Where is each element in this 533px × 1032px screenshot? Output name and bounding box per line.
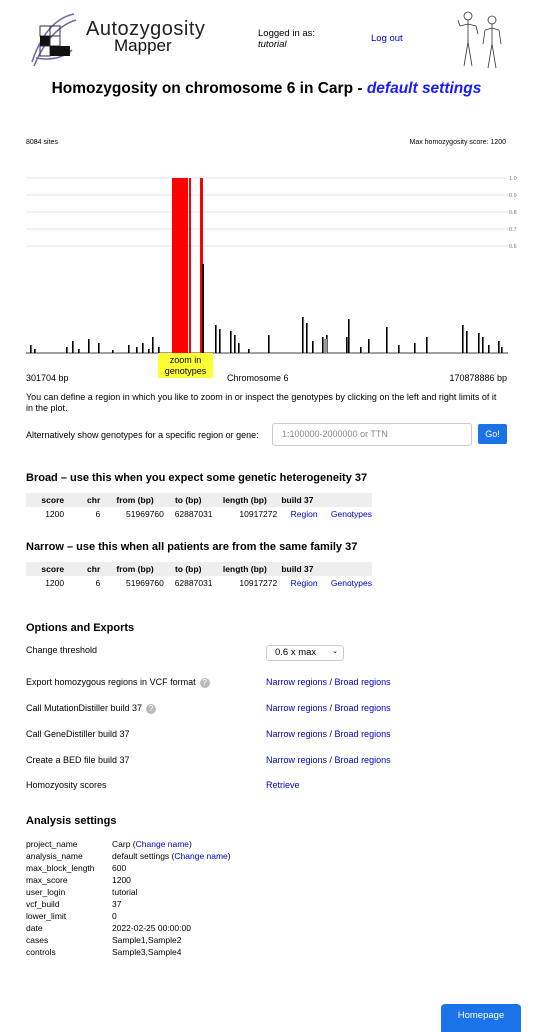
page-title [0, 80, 533, 98]
data-bar [302, 317, 304, 353]
col-chr: chr [72, 562, 106, 576]
data-bar [202, 264, 204, 353]
broad-heading: Broad – use this when you expect some genetic heterogeneity 37 [26, 472, 368, 484]
data-bar [78, 349, 80, 353]
mutationdistiller-row [26, 703, 156, 714]
data-bar [398, 345, 400, 353]
col-build: build 37 [277, 562, 317, 576]
bed-links [266, 755, 391, 765]
data-bar [312, 341, 314, 353]
data-bar [324, 339, 327, 353]
region-link[interactable]: Region [290, 578, 318, 588]
data-bar [234, 335, 236, 353]
broad-regions-link[interactable]: Broad regions [334, 677, 391, 687]
title-settings-name: default settings [366, 80, 482, 97]
key-vcf-build: vcf_build [26, 899, 60, 909]
analysis-heading: Analysis settings [26, 815, 117, 827]
narrow-regions-link[interactable]: Narrow regions [266, 729, 328, 739]
data-bar [248, 349, 250, 353]
key-project-name: project_name [26, 839, 78, 849]
data-bar [478, 333, 480, 353]
mutationdistiller-label: Call MutationDistiller build 37 [26, 703, 143, 713]
login-info [258, 28, 315, 50]
username: tutorial [258, 39, 287, 50]
data-bar [322, 337, 324, 353]
table-row [26, 576, 372, 590]
separator: / [327, 677, 335, 687]
data-bar [88, 339, 90, 353]
genedistiller-links [266, 729, 391, 739]
broad-table [26, 493, 372, 521]
scores-label: Homozyosity scores [26, 780, 107, 790]
narrow-table [26, 562, 372, 590]
col-genotypes [318, 562, 372, 576]
chevron-down-icon: ⌄ [332, 648, 338, 655]
val-cases: Sample1,Sample2 [112, 935, 182, 945]
options-heading: Options and Exports [26, 622, 135, 634]
data-bar [368, 339, 370, 353]
homepage-button[interactable]: Homepage [441, 1004, 521, 1032]
data-bar [462, 325, 464, 353]
data-bar [346, 337, 348, 353]
people-illustration [454, 8, 510, 70]
cell-from: 51969760 [126, 509, 164, 519]
col-from: from (bp) [106, 562, 164, 576]
human-figures-icon [454, 8, 510, 70]
data-bar [488, 345, 490, 353]
change-project-name-link[interactable]: Change name [135, 839, 190, 849]
cell-score: 1200 [45, 509, 65, 519]
analysis-name: default settings [112, 851, 170, 861]
axis-left-bp: 301704 bp [26, 373, 69, 383]
cell-to: 62887031 [174, 509, 213, 519]
val-controls: Sample3,Sample4 [112, 947, 182, 957]
data-bar [215, 325, 217, 353]
cell-to: 62887031 [174, 578, 213, 588]
axis-right-bp: 170878886 bp [449, 373, 507, 383]
retrieve-link[interactable]: Retrieve [266, 780, 300, 790]
val-max-block-length: 600 [112, 863, 127, 873]
threshold-tick-label: 0.8 [509, 210, 517, 216]
data-bar [72, 341, 74, 353]
data-bar [98, 343, 100, 353]
broad-regions-link[interactable]: Broad regions [334, 729, 391, 739]
genotypes-label[interactable]: genotypes [164, 365, 207, 376]
data-bar [501, 347, 503, 353]
scores-links [266, 780, 300, 790]
help-icon[interactable]: ? [146, 704, 156, 714]
val-project-name: Carp (Change name) [112, 839, 192, 849]
data-bar [426, 337, 428, 353]
val-analysis-name: default settings (Change name) [112, 851, 231, 861]
genotypes-link[interactable]: Genotypes [330, 578, 372, 588]
genotypes-link[interactable]: Genotypes [330, 509, 372, 519]
data-bar [112, 350, 114, 353]
homozygosity-plot[interactable] [22, 172, 520, 362]
zoom-genotype-box[interactable] [158, 353, 213, 378]
cell-length: 10917272 [239, 509, 278, 519]
threshold-select[interactable] [266, 645, 344, 661]
change-analysis-name-link[interactable]: Change name [174, 851, 228, 861]
data-bar [360, 347, 362, 353]
val-user-login: tutorial [112, 887, 138, 897]
highlight-region-bar [172, 178, 188, 353]
val-vcf-build: 37 [112, 899, 122, 909]
data-bar [386, 327, 388, 353]
data-bar [230, 331, 232, 353]
cell-chr: 6 [95, 509, 101, 519]
val-max-score: 1200 [112, 875, 131, 885]
threshold-value: 0.6 x max [275, 647, 317, 658]
bed-label: Create a BED file build 37 [26, 755, 130, 765]
key-date: date [26, 923, 43, 933]
axis-chromosome-label: Chromosome 6 [227, 373, 289, 383]
data-bar [66, 347, 68, 353]
plot-description: You can define a region in which you like to zoom in or inspect the genotypes by clicking on the left and right limits of it in the plot. [26, 392, 497, 413]
threshold-tick-label: 0.7 [509, 227, 517, 233]
narrow-heading: Narrow – use this when all patients are from the same family 37 [26, 541, 358, 553]
key-max-score: max_score [26, 875, 68, 885]
key-analysis-name: analysis_name [26, 851, 83, 861]
col-genotypes [318, 493, 372, 507]
logged-in-label: Logged in as: [258, 28, 316, 39]
data-bar [142, 343, 144, 353]
data-bar [34, 349, 36, 353]
zoom-in-label[interactable]: zoom in [169, 355, 202, 365]
cell-score: 1200 [45, 578, 65, 588]
data-bar [238, 343, 240, 353]
col-length: length (bp) [213, 493, 278, 507]
logout-link[interactable]: Log out [371, 33, 403, 44]
data-bar [30, 345, 32, 353]
threshold-tick-label: 1.0 [509, 176, 517, 182]
col-build: build 37 [277, 493, 317, 507]
logo-text-mapper: Mapper [114, 36, 172, 55]
data-bar [152, 337, 154, 353]
separator: / [327, 755, 335, 765]
analysis-settings [26, 838, 326, 963]
threshold-tick-label: 0.6 [509, 244, 517, 250]
key-max-block-length: max_block_length [26, 863, 95, 873]
logo-text-autozygosity: Autozygosity [86, 18, 206, 40]
val-date: 2022-02-25 00:00:00 [112, 923, 191, 933]
col-to: to (bp) [164, 493, 213, 507]
cell-from: 51969760 [126, 578, 164, 588]
data-bar [348, 319, 350, 353]
data-bar [482, 337, 484, 353]
project-name: Carp [112, 839, 131, 849]
vcf-export-row [26, 677, 210, 688]
data-bar [136, 347, 138, 353]
col-length: length (bp) [213, 562, 278, 576]
region-gene-input[interactable]: 1:100000-2000000 or TTN [272, 423, 472, 446]
table-row [26, 507, 372, 521]
data-bar [219, 329, 221, 353]
narrow-regions-link[interactable]: Narrow regions [266, 703, 328, 713]
homozygosity-chart[interactable] [22, 172, 520, 362]
data-bar [466, 331, 468, 353]
narrow-regions-link[interactable]: Narrow regions [266, 677, 328, 687]
data-bar [414, 343, 416, 353]
data-bar [128, 345, 130, 353]
col-score: score [26, 562, 72, 576]
vcf-export-label: Export homozygous regions in VCF format [26, 677, 196, 687]
key-user-login: user_login [26, 887, 66, 897]
max-score-label: Max homozygosity score: 1200 [409, 139, 506, 146]
col-to: to (bp) [164, 562, 213, 576]
data-bar [148, 349, 150, 353]
threshold-label: Change threshold [26, 645, 98, 655]
key-cases: cases [26, 935, 49, 945]
threshold-tick-label: 0.9 [509, 193, 517, 199]
broad-regions-link[interactable]: Broad regions [334, 703, 391, 713]
sites-count: 8084 sites [26, 139, 58, 146]
separator: / [327, 703, 335, 713]
data-bar [306, 323, 308, 353]
vcf-links [266, 677, 391, 687]
col-score: score [26, 493, 72, 507]
data-bar [268, 335, 270, 353]
title-prefix: Homozygosity on chromosome 6 in Carp - [51, 80, 367, 97]
cell-length: 10917272 [239, 578, 278, 588]
go-button[interactable]: Go! [478, 424, 507, 444]
help-icon[interactable]: ? [200, 678, 210, 688]
region-link[interactable]: Region [290, 509, 318, 519]
narrow-regions-link[interactable]: Narrow regions [266, 755, 328, 765]
key-controls: controls [26, 947, 56, 957]
data-bar [498, 341, 500, 353]
key-lower-limit: lower_limit [26, 911, 67, 921]
alt-region-label: Alternatively show genotypes for a specific region or gene: [26, 430, 259, 440]
broad-regions-link[interactable]: Broad regions [334, 755, 391, 765]
separator: / [327, 729, 335, 739]
highlight-region-bar [189, 178, 191, 353]
genedistiller-label: Call GeneDistiller build 37 [26, 729, 130, 739]
mutationdistiller-links [266, 703, 391, 713]
col-chr: chr [72, 493, 106, 507]
cell-chr: 6 [95, 578, 101, 588]
val-lower-limit: 0 [112, 911, 117, 921]
col-from: from (bp) [106, 493, 164, 507]
